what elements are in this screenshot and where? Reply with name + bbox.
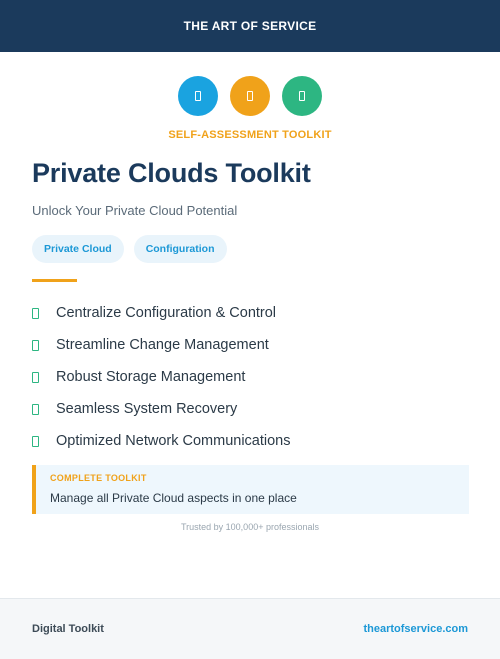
check-icon — [32, 372, 39, 383]
callout-box — [32, 465, 469, 514]
feature-label: Seamless System Recovery — [56, 401, 238, 417]
page-subtitle: Unlock Your Private Cloud Potential — [32, 203, 238, 218]
brand-title: THE ART OF SERVICE — [183, 19, 317, 33]
list-item — [32, 297, 291, 329]
trust-note: Trusted by 100,000+ professionals — [180, 522, 319, 532]
kicker-label: SELF-ASSESSMENT TOOLKIT — [168, 129, 332, 141]
website-link[interactable]: theartofservice.com — [363, 623, 468, 635]
footer — [0, 598, 500, 659]
document-icon — [282, 76, 322, 116]
document-icon — [178, 76, 218, 116]
callout-text: Manage all Private Cloud aspects in one place — [50, 491, 297, 505]
tag-private-cloud[interactable]: Private Cloud — [32, 235, 124, 263]
feature-label: Centralize Configuration & Control — [56, 305, 277, 321]
footer-label: Digital Toolkit — [32, 623, 104, 635]
callout-kicker: COMPLETE TOOLKIT — [50, 473, 147, 483]
check-icon — [32, 404, 39, 415]
list-item — [32, 425, 291, 457]
document-icon — [230, 76, 270, 116]
icon-row — [0, 76, 500, 116]
list-item — [32, 361, 291, 393]
page-title: Private Clouds Toolkit — [32, 158, 311, 188]
list-item — [32, 329, 291, 361]
list-item — [32, 393, 291, 425]
tag-configuration[interactable]: Configuration — [134, 235, 227, 263]
check-icon — [32, 436, 39, 447]
tag-list — [32, 235, 227, 263]
feature-label: Robust Storage Management — [56, 369, 246, 385]
header-banner — [0, 0, 500, 52]
check-icon — [32, 308, 39, 319]
feature-label: Streamline Change Management — [56, 337, 269, 353]
accent-divider — [32, 279, 77, 282]
feature-list — [32, 297, 291, 457]
feature-label: Optimized Network Communications — [56, 433, 291, 449]
check-icon — [32, 340, 39, 351]
